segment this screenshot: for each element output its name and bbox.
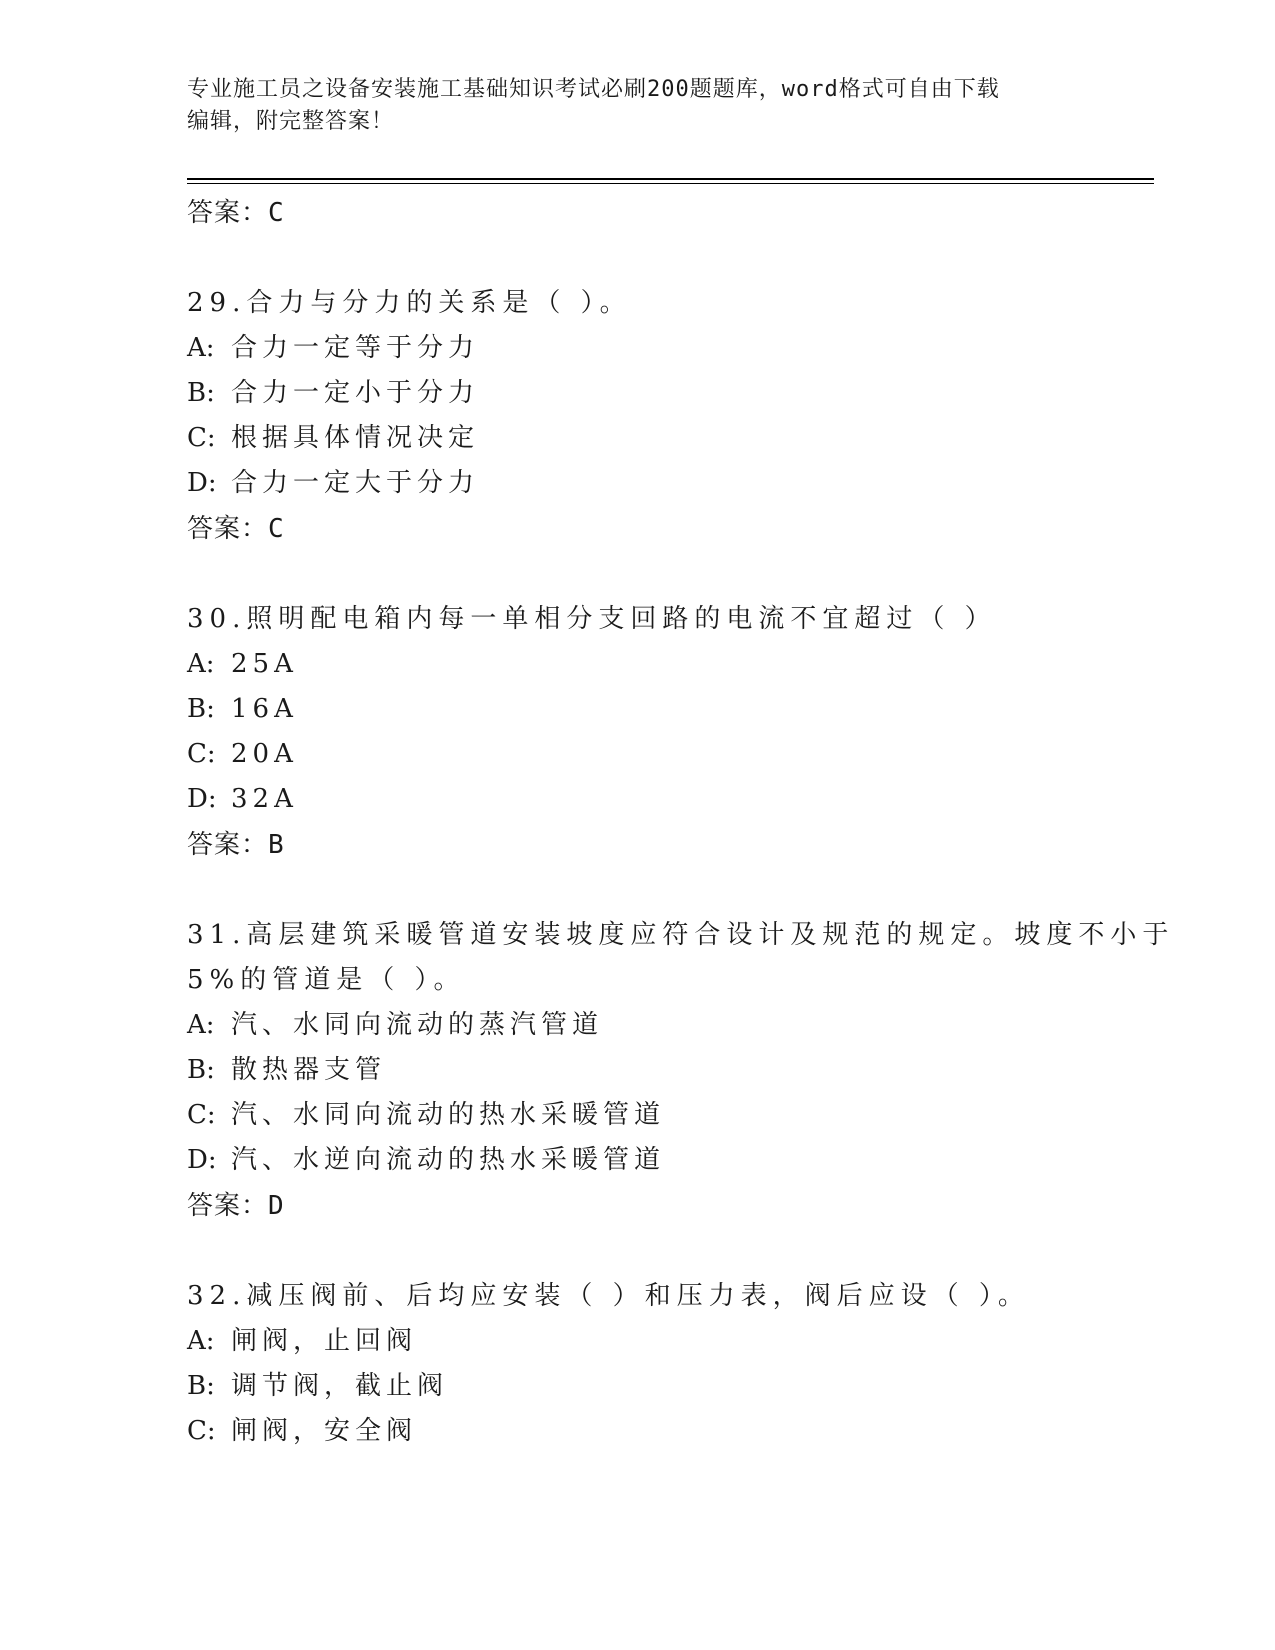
option-text: 调节阀，截止阀 bbox=[231, 1371, 449, 1401]
document-header bbox=[187, 74, 1087, 138]
header-divider-thin bbox=[187, 183, 1154, 184]
option-label: A: bbox=[187, 649, 215, 679]
option-text: 32A bbox=[231, 784, 298, 814]
option-text: 汽、水同向流动的蒸汽管道 bbox=[231, 1010, 604, 1040]
option-label: B: bbox=[187, 378, 215, 408]
option-label: C: bbox=[187, 423, 216, 453]
option-text: 25A bbox=[231, 649, 298, 679]
option-label: B: bbox=[187, 1371, 215, 1401]
option-label: A: bbox=[187, 333, 215, 363]
question-stem-continued: 5%的管道是（ ）。 bbox=[187, 965, 466, 995]
question-31 bbox=[187, 913, 1175, 1229]
option-label: C: bbox=[187, 739, 216, 769]
question-stem: 30.照明配电箱内每一单相分支回路的电流不宜超过（ ） bbox=[187, 604, 997, 634]
option-a bbox=[187, 642, 1087, 687]
option-text: 闸阀，止回阀 bbox=[231, 1326, 418, 1356]
option-text: 散热器支管 bbox=[231, 1055, 387, 1085]
option-a bbox=[187, 1003, 1087, 1048]
option-text: 汽、水同向流动的热水采暖管道 bbox=[231, 1100, 666, 1130]
option-b bbox=[187, 687, 1087, 732]
question-29 bbox=[187, 281, 1087, 552]
option-text: 20A bbox=[231, 739, 298, 769]
option-a bbox=[187, 326, 1087, 371]
option-text: 汽、水逆向流动的热水采暖管道 bbox=[231, 1145, 666, 1175]
answer: 答案：B bbox=[187, 830, 285, 860]
question-32 bbox=[187, 1274, 1087, 1454]
option-c bbox=[187, 1093, 1087, 1138]
header-line-2: 编辑，附完整答案！ bbox=[187, 109, 395, 134]
option-label: D: bbox=[187, 1145, 217, 1175]
option-label: B: bbox=[187, 694, 215, 724]
option-b bbox=[187, 371, 1087, 416]
question-list bbox=[187, 190, 1175, 1454]
option-text: 闸阀，安全阀 bbox=[231, 1416, 418, 1446]
option-label: C: bbox=[187, 1416, 216, 1446]
option-b bbox=[187, 1048, 1087, 1093]
header-divider-thick bbox=[187, 178, 1154, 180]
previous-answer: 答案：C bbox=[187, 198, 285, 228]
option-text: 16A bbox=[231, 694, 298, 724]
option-c bbox=[187, 732, 1087, 777]
option-d bbox=[187, 777, 1087, 822]
question-stem: 29.合力与分力的关系是（ ）。 bbox=[187, 288, 632, 318]
option-b bbox=[187, 1364, 1087, 1409]
option-label: A: bbox=[187, 1010, 215, 1040]
question-stem: 31.高层建筑采暖管道安装坡度应符合设计及规范的规定。坡度不小于 bbox=[187, 920, 1175, 950]
answer: 答案：C bbox=[187, 514, 285, 544]
option-label: D: bbox=[187, 468, 217, 498]
option-text: 合力一定等于分力 bbox=[231, 333, 480, 363]
option-label: A: bbox=[187, 1326, 215, 1356]
option-text: 合力一定小于分力 bbox=[231, 378, 480, 408]
option-d bbox=[187, 461, 1087, 506]
option-d bbox=[187, 1138, 1087, 1183]
option-label: D: bbox=[187, 784, 217, 814]
option-c bbox=[187, 1409, 1087, 1454]
option-label: B: bbox=[187, 1055, 215, 1085]
header-line-1: 专业施工员之设备安装施工基础知识考试必刷200题题库，word格式可自由下载 bbox=[187, 77, 1000, 102]
option-text: 根据具体情况决定 bbox=[231, 423, 480, 453]
question-30 bbox=[187, 597, 1087, 868]
question-stem: 32.减压阀前、后均应安装（ ）和压力表，阀后应设（ ）。 bbox=[187, 1281, 1030, 1311]
option-text: 合力一定大于分力 bbox=[231, 468, 480, 498]
option-label: C: bbox=[187, 1100, 216, 1130]
option-a bbox=[187, 1319, 1087, 1364]
option-c bbox=[187, 416, 1087, 461]
answer: 答案：D bbox=[187, 1191, 285, 1221]
